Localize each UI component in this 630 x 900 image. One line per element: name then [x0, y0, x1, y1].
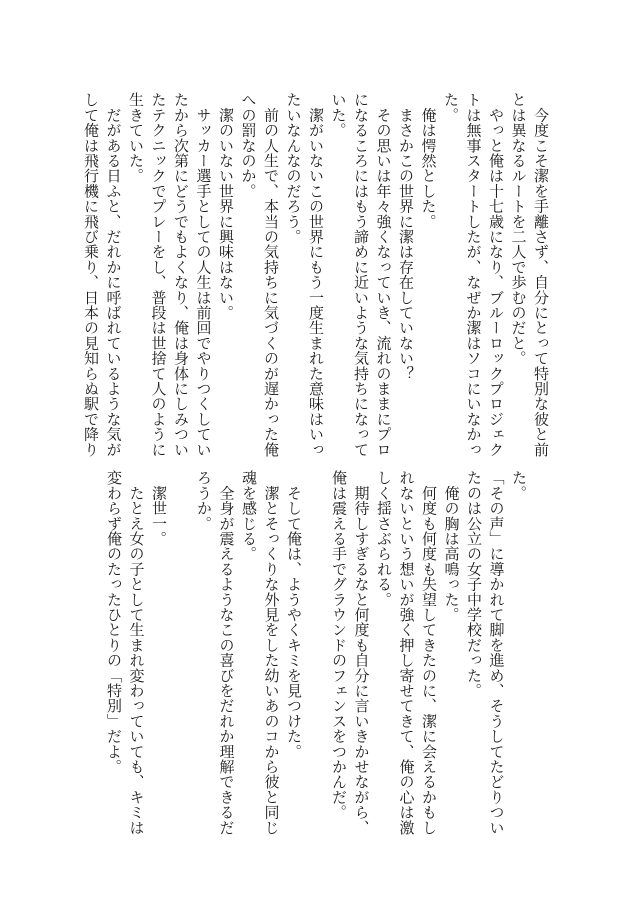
upper-text-line: た。	[442, 92, 460, 123]
upper-text-block	[82, 92, 552, 457]
upper-text-line: 潔のいない世界に興味はない。	[217, 92, 235, 320]
lower-text-line: 期待しすぎるなと何度も自分に言いきかせながら、	[352, 470, 371, 835]
upper-text-line: への罰なのか。	[239, 92, 258, 199]
lower-text-line: 俺は震える手でグラウンドのフェンスをつかんだ。	[330, 470, 348, 820]
upper-text-line: たいなんなのだろう。	[284, 92, 303, 244]
lower-text-line: 変わらず俺のたったひとりの「特別」だよ。	[105, 470, 123, 774]
lower-text-line: 何度も何度も失望してきたのに、潔に会えるかもし	[420, 470, 438, 835]
upper-text-line: たから次第にどうでもよくなり、俺は身体にしみつい	[172, 92, 190, 457]
lower-text-block	[105, 470, 530, 835]
upper-text-line: トは無事スタートしたが、なぜか潔はソコにいなかっ	[464, 92, 483, 457]
upper-text-line: だがある日ふと、だれかに呼ばれているような気が	[104, 92, 123, 457]
lower-text-line: たとえ女の子として生まれ変わっていても、キミは	[127, 470, 146, 835]
upper-text-line: まさかこの世界に潔は存在していない？	[397, 92, 415, 381]
lower-text-line	[305, 470, 328, 810]
lower-text-line: 俺の胸は高鳴った。	[442, 470, 461, 622]
upper-text-line: たテクニックでプレーをし、普段は世捨て人のように	[149, 92, 168, 457]
upper-text-line: とは異なるルートを二人で歩むのだと。	[509, 92, 528, 366]
lower-text-line: 魂を感じる。	[240, 470, 258, 562]
lower-text-line: た。	[510, 470, 528, 501]
upper-text-line: サッカー選手としての人生は前回でやりつくしてい	[194, 92, 213, 457]
upper-text-line: になるころにはもう諦めに近いような気持ちになって	[352, 92, 370, 457]
lower-text-line: 全身が震えるようなこの喜びをだれか理解できるだ	[217, 470, 236, 835]
lower-text-line: そして俺は、ようやくキミを見つけた。	[285, 470, 303, 759]
lower-text-line: ろうか。	[195, 470, 213, 531]
upper-text-line: やっと俺は十七歳になり、ブルーロックプロジェク	[487, 92, 505, 457]
lower-text-line: 「その声」に導かれて脚を進め、そうしてたどりつい	[487, 470, 506, 835]
lower-text-line	[170, 470, 193, 810]
upper-text-line: いた。	[329, 92, 348, 138]
upper-text-line: 生きていた。	[127, 92, 145, 184]
upper-text-line: 俺は愕然とした。	[419, 92, 438, 229]
upper-text-line: 潔がいないこの世界にもう一度生まれた意味はいっ	[307, 92, 325, 457]
upper-text-line: して俺は飛行機に飛び乗り、日本の見知らぬ駅で降り	[82, 92, 100, 457]
lower-text-line: しく揺さぶられる。	[375, 470, 393, 607]
upper-text-line: 今度こそ潔を手離さず、自分にとって特別な彼と前	[532, 92, 550, 457]
lower-text-line: たのは公立の女子中学校だった。	[465, 470, 483, 698]
lower-text-line: れないという想いが強く押し寄せてきて、俺の心は激	[397, 470, 416, 835]
lower-text-line: 潔とそっくりな外見をした幼いあのコから彼と同じ	[262, 470, 281, 835]
upper-text-line: その思いは年々強くなっていき、流れのままにプロ	[374, 92, 393, 457]
lower-text-line: 潔世一。	[150, 470, 168, 546]
upper-text-line: 前の人生で、本当の気持ちに気づくのが遅かった俺	[262, 92, 280, 457]
